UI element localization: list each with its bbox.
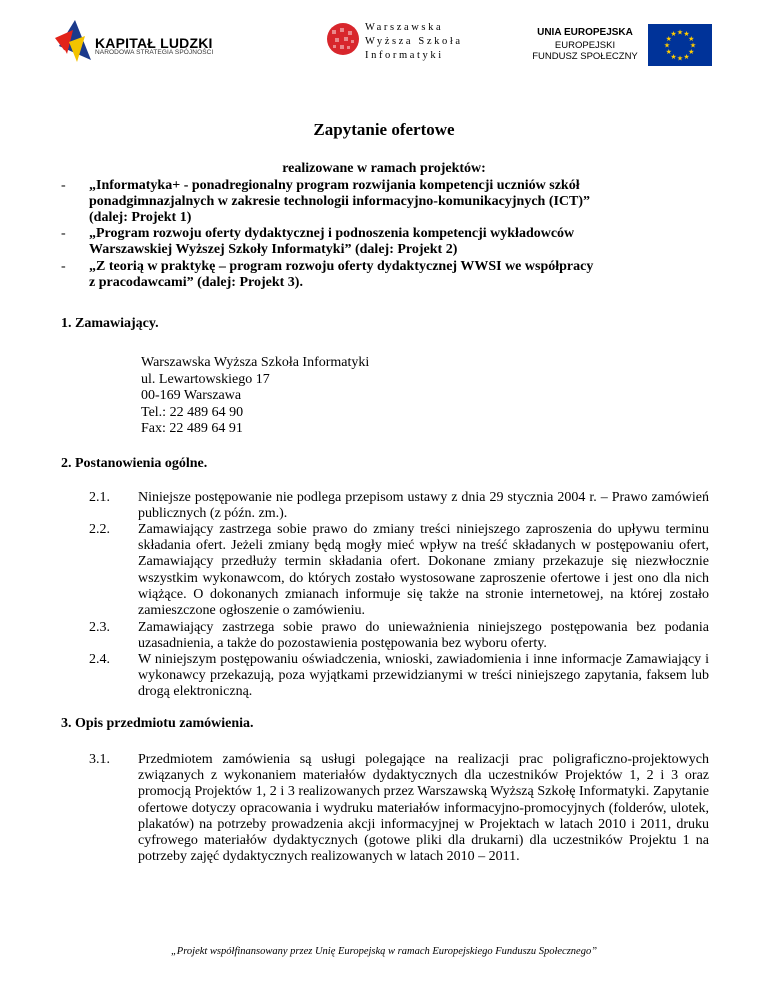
wwsi-name (365, 21, 463, 63)
contractor-address (141, 355, 369, 438)
logo-header (0, 0, 768, 80)
kapital-ludzki-tagline: NARODOWA STRATEGIA SPÓJNOŚCI (95, 49, 214, 56)
document-title: Zapytanie ofertowe (313, 120, 455, 139)
eu-flag-icon (648, 24, 712, 66)
eu-star-icon: ★ (670, 52, 677, 61)
subsection-number: 3.1. (89, 752, 110, 767)
list-dash: - (61, 259, 66, 274)
subsection (89, 752, 709, 865)
project-item (61, 259, 681, 291)
subsection-number: 2.1. (89, 490, 110, 505)
address-line: ul. Lewartowskiego 17 (141, 371, 270, 387)
eu-star-icon: ★ (665, 48, 672, 56)
eu-star-icon: ★ (688, 35, 695, 43)
eu-star-icon: ★ (688, 48, 695, 56)
subsection-text: Przedmiotem zamówienia są usługi polegające na realizacji prac poligraficzno-projektowych związanych z wykonaniem materiałów dydaktycznych dla uczestników Projektów 1, 2 i 3 oraz promocją Projektów 1, 2 i 3 realizowanych przez Warszawską Wyższą Szkołę Informatyki. Zapytanie ofertowe dotyczy opracowania i wydruku materiałów informacyjno-promocyjnych (folderów, ulotek, plakatów) na potrzeby prowadzenia akcji informacyjnej w Projektach w latach 2010 i 2011, druku cyfrowego materiałów dydaktycznych (gotowe pliki dla drukarni) dla uczestników Projektu 1 na potrzeby zajęć dydaktycznych realizowanych w latach 2010 – 2011. (138, 752, 709, 865)
project-line: „Program rozwoju oferty dydaktycznej i podnoszenia kompetencji wykładowców (89, 226, 575, 241)
subsection (89, 490, 709, 522)
address-line: Tel.: 22 489 64 90 (141, 404, 244, 420)
subsection-text: Zamawiający zastrzega sobie prawo do unieważnienia niniejszego postępowania bez podania uzasadnienia, a także do pozostawienia postępowania bez wyboru oferty. (138, 620, 709, 652)
subsection-number: 2.2. (89, 522, 110, 537)
eu-star-icon: ★ (683, 30, 690, 39)
eu-star-icon: ★ (689, 41, 697, 50)
address-line: Warszawska Wyższa Szkoła Informatyki (141, 355, 370, 370)
wwsi-logo-icon (326, 22, 360, 56)
wwsi-name-line: Wyższa Szkoła (365, 36, 463, 47)
eu-fund-line1: EUROPEJSKI (554, 40, 616, 51)
project-line: ponadgimnazjalnych w zakresie technologii informacyjno-komunikacyjnych (ICT)” (89, 194, 591, 210)
subsection-number: 2.3. (89, 620, 110, 635)
eu-star-icon: ★ (663, 41, 671, 50)
project-line: „Z teorią w praktykę – program rozwoju oferty dydaktycznej WWSI we współpracy (89, 259, 594, 274)
section-heading: 1. Zamawiający. (61, 316, 159, 331)
wwsi-name-line: Informatyki (365, 50, 444, 61)
eu-star-icon: ★ (683, 52, 690, 61)
eu-star-icon: ★ (665, 35, 672, 43)
wwsi-name-line: Warszawska (365, 22, 444, 33)
list-dash: - (61, 178, 66, 193)
page-footer: „Projekt współfinansowany przez Unię Europejską w ramach Europejskiego Funduszu Społecznego” (170, 946, 598, 957)
section-heading: 3. Opis przedmiotu zamówienia. (61, 716, 254, 731)
address-line: Fax: 22 489 64 91 (141, 421, 243, 436)
address-line: 00-169 Warszawa (141, 388, 242, 403)
eu-star-icon: ★ (670, 30, 677, 39)
subsection-text: Zamawiający zastrzega sobie prawo do zmiany treści niniejszego zaproszenia do upływu terminu składania ofert. Jeżeli zmiany będą mogły mieć wpływ na treść składanych w postępowaniu ofert, Zamawiający przedłuży termin składania ofert. Dokonane zmiany przekazuje się niezwłocznie wszystkim wykonawcom, do których zostało wystosowane zaproszenie ofertowe i jest ono dla nich wiążące. O dokonanych zmianach informuje się także na stronie internetowej, na której zostało zamieszczone ogłoszenie o zamówieniu. (138, 522, 709, 619)
project-line: z pracodawcami” (dalej: Projekt 3). (89, 275, 303, 291)
kapital-ludzki-logo-icon (55, 16, 95, 64)
eu-star-icon: ★ (676, 54, 684, 63)
subsection-text: Niniejsze postępowanie nie podlega przepisom ustawy z dnia 29 stycznia 2004 r. – Prawo zamówień publicznych (z późn. zm.). (138, 490, 709, 522)
list-dash: - (61, 226, 66, 241)
subsection-number: 2.4. (89, 652, 110, 667)
subsection (89, 620, 709, 652)
subsection-text: W niniejszym postępowaniu oświadczenia, wnioski, zawiadomienia i inne informacje Zamawiający i wykonawcy przekazują, poza wyjątkami przewidzianymi w treści niniejszego zapytania, faksem lub drogą elektroniczną. (138, 652, 709, 700)
eu-fund-line2: FUNDUSZ SPOŁECZNY (532, 51, 638, 62)
project-line: Warszawskiej Wyższej Szkoły Informatyki” (dalej: Projekt 2) (89, 242, 458, 258)
project-line: „Informatyka+ - ponadregionalny program rozwijania kompetencji uczniów szkół (89, 178, 580, 193)
project-line: (dalej: Projekt 1) (89, 210, 192, 226)
kapital-ludzki-name: KAPITAŁ LUDZKI (95, 35, 213, 51)
section-heading: 2. Postanowienia ogólne. (61, 456, 208, 471)
subsection (89, 522, 709, 619)
project-item (61, 226, 681, 258)
projects-intro: realizowane w ramach projektów: (282, 161, 486, 176)
subsection (89, 652, 709, 701)
project-item (61, 178, 681, 227)
eu-name: UNIA EUROPEJSKA (537, 27, 633, 38)
eu-star-icon: ★ (676, 28, 684, 37)
